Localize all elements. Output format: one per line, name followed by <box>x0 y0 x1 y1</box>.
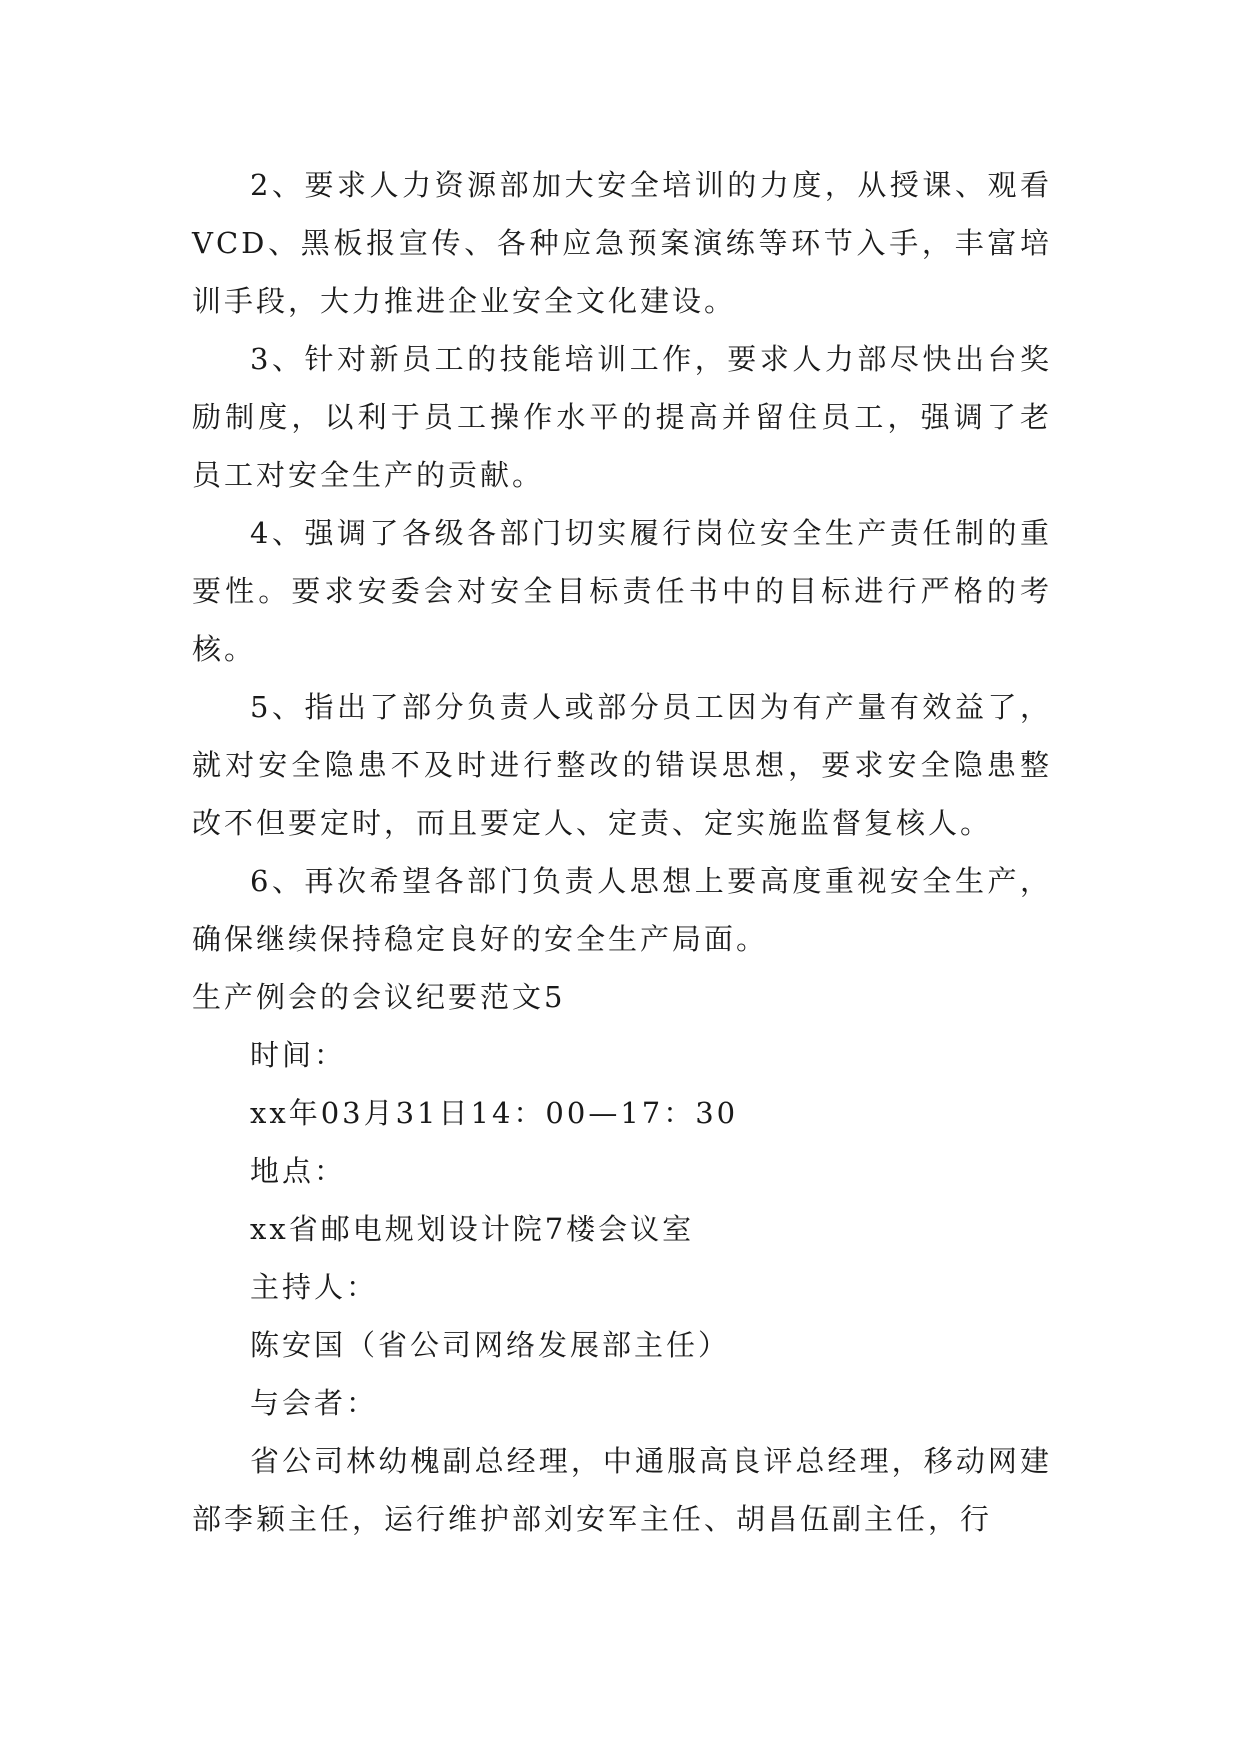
host-value: 陈安国（省公司网络发展部主任） <box>250 1328 731 1362</box>
list-item-4: 4、强调了各级各部门切实履行岗位安全生产责任制的重要性。要求安委会对安全目标责任书中的目标进行严格的考核。 <box>192 516 1052 666</box>
place-value: xx省邮电规划设计院7楼会议室 <box>250 1212 695 1246</box>
attendees-label: 与会者： <box>250 1386 379 1420</box>
document-page <box>192 156 1052 1548</box>
list-item-6: 6、再次希望各部门负责人思想上要高度重视安全生产，确保继续保持稳定良好的安全生产局面。 <box>192 864 1052 956</box>
time-value: xx年03月31日14：00—17：30 <box>250 1096 739 1130</box>
place-label: 地点： <box>250 1154 347 1188</box>
time-label: 时间： <box>250 1038 347 1072</box>
attendees-value: 省公司林幼槐副总经理，中通服高良评总经理，移动网建部李颖主任，运行维护部刘安军主任、胡昌伍副主任，行 <box>192 1444 1052 1536</box>
section-title: 生产例会的会议纪要范文5 <box>192 980 566 1014</box>
list-item-3: 3、针对新员工的技能培训工作，要求人力部尽快出台奖励制度，以利于员工操作水平的提高并留住员工，强调了老员工对安全生产的贡献。 <box>192 342 1052 492</box>
list-item-5: 5、指出了部分负责人或部分员工因为有产量有效益了，就对安全隐患不及时进行整改的错误思想，要求安全隐患整改不但要定时，而且要定人、定责、定实施监督复核人。 <box>192 690 1052 840</box>
host-label: 主持人： <box>250 1270 379 1304</box>
list-item-2: 2、要求人力资源部加大安全培训的力度，从授课、观看VCD、黑板报宣传、各种应急预案演练等环节入手，丰富培训手段，大力推进企业安全文化建设。 <box>192 168 1052 318</box>
